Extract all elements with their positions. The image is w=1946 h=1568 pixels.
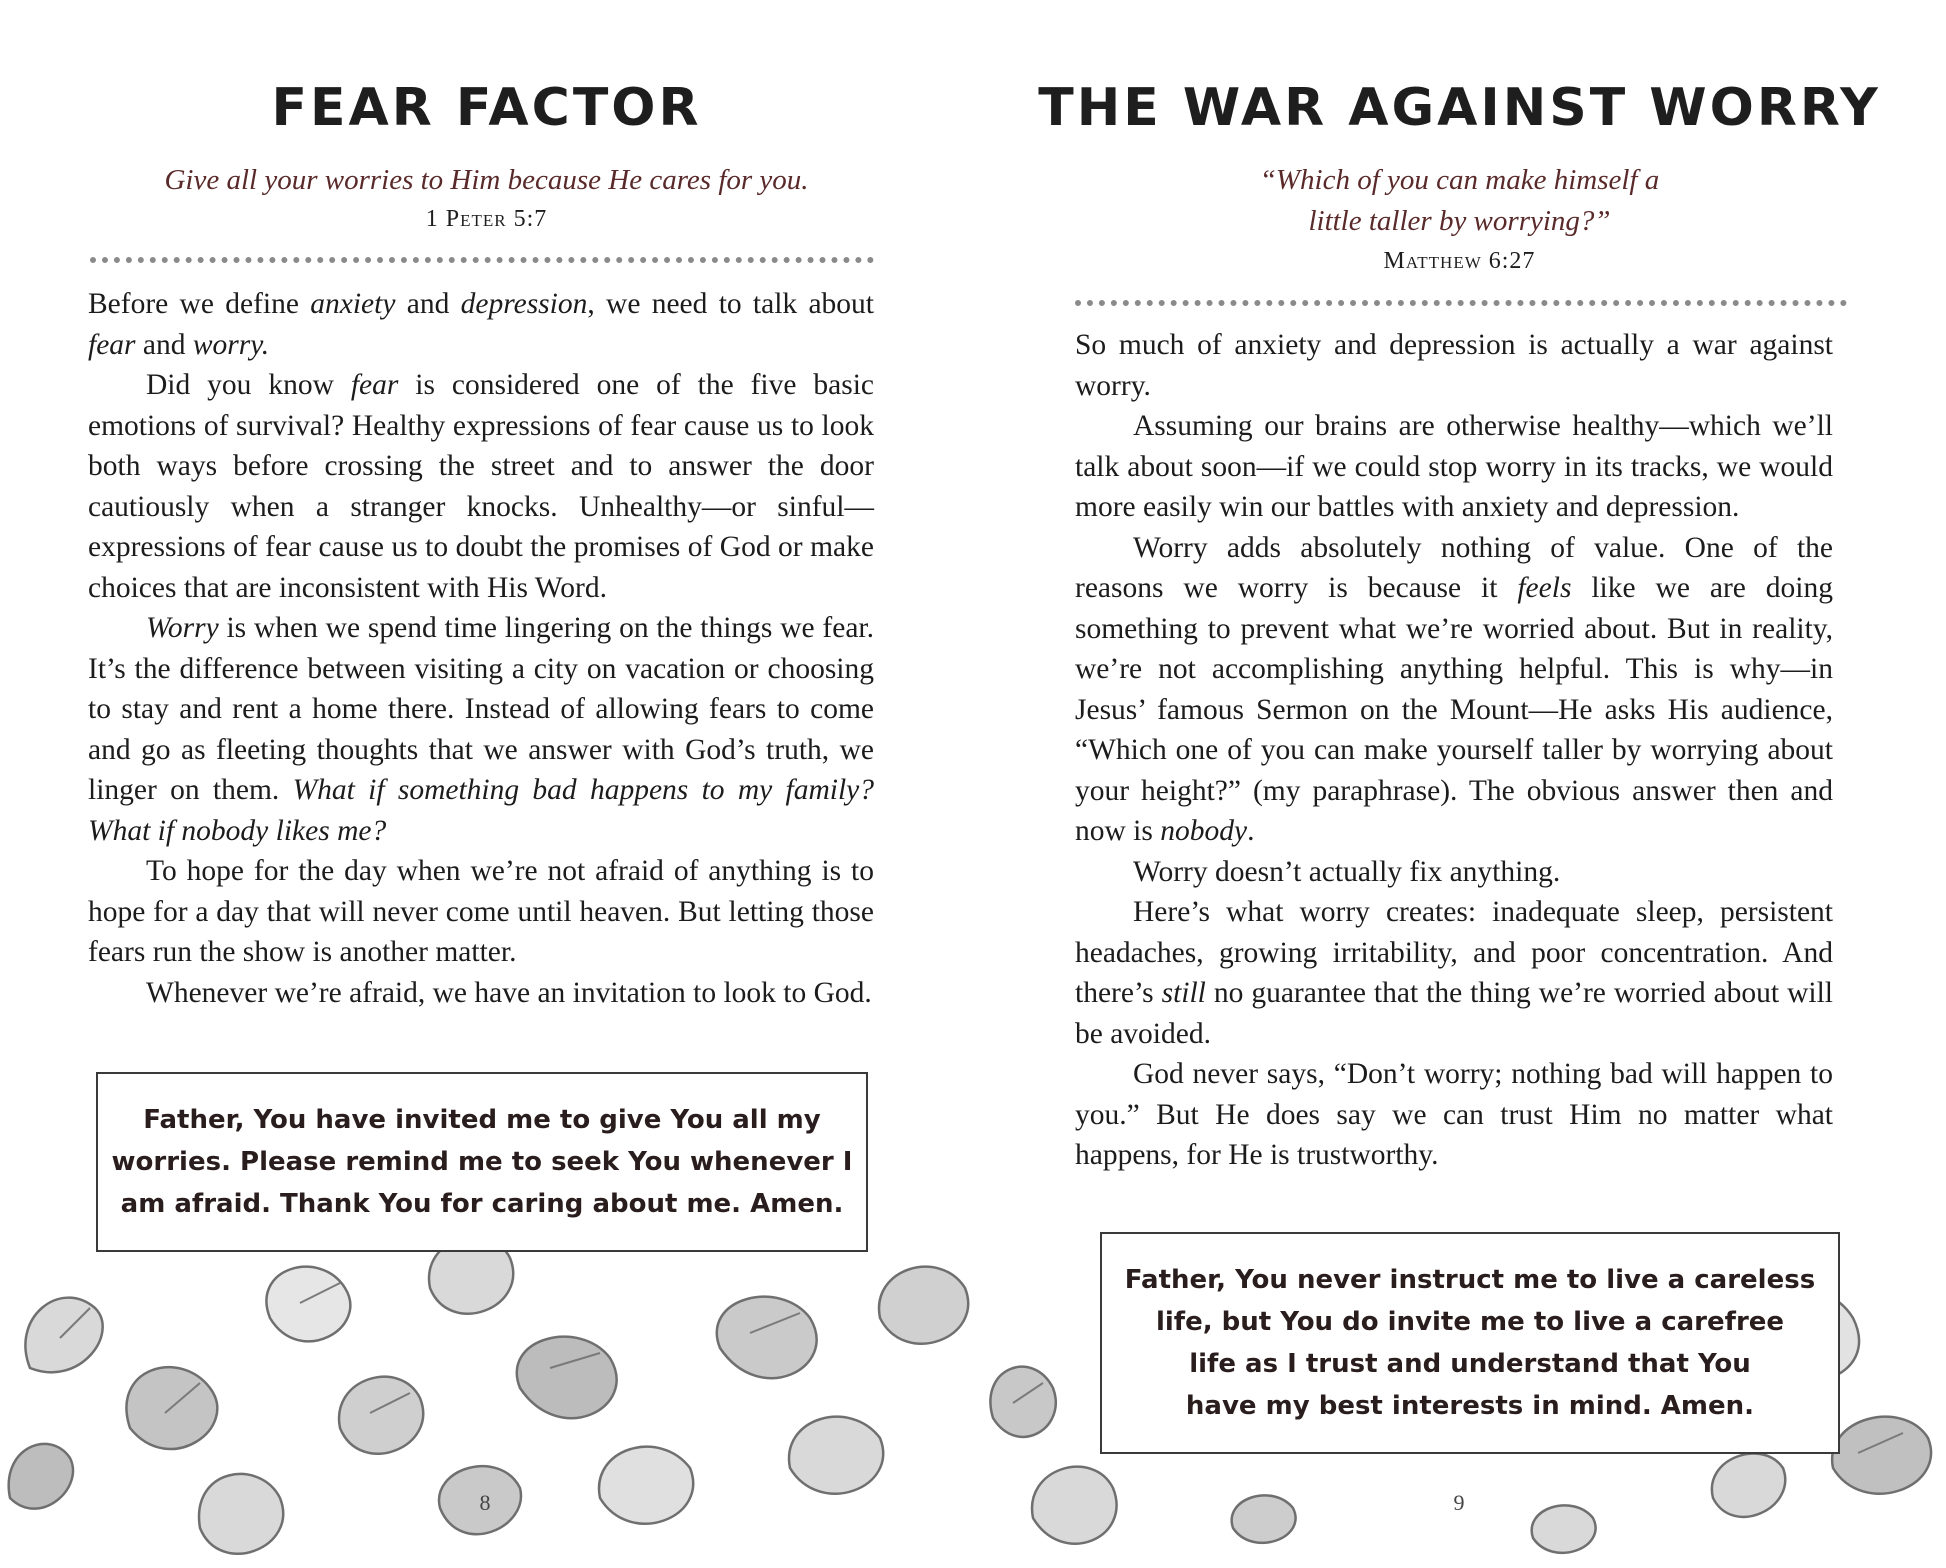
emphasis-text: fear (350, 369, 399, 401)
text-run: . (1247, 815, 1255, 847)
verse-line: “Which of you can make himself a (1259, 164, 1660, 196)
page-number: 9 (1453, 1490, 1465, 1515)
emphasis-text: Worry (146, 612, 219, 644)
body-paragraph (88, 973, 874, 1014)
body-paragraph (88, 851, 874, 973)
body-paragraph (1075, 325, 1833, 406)
body-text (1075, 325, 1833, 1176)
body-paragraph (88, 608, 874, 851)
text-run: Before we define (88, 288, 311, 320)
body-paragraph (1075, 852, 1833, 893)
text-run: Worry adds absolutely nothing of value. One of the reasons we worry is because it (1075, 531, 1833, 604)
prayer-line: life, but You do invite me to live a carefree (1155, 1307, 1785, 1337)
text-run: Assuming our brains are otherwise healthy—which we’ll talk about soon—if we could stop worry in its tracks, we would more easily win our battles with anxiety and depression. (1075, 410, 1833, 523)
emphasis-text: worry. (192, 328, 270, 361)
text-run: Worry doesn’t actually fix anything. (1133, 855, 1561, 888)
text-run: Here’s what worry creates: inadequate sleep, persistent headaches, growing irritability, and poor concentration. And there’s (1075, 896, 1833, 1009)
right-page (973, 0, 1946, 1568)
body-paragraph (1075, 406, 1833, 528)
emphasis-text: nobody (1160, 815, 1248, 847)
text-run: and (395, 288, 461, 320)
dotted-divider (90, 257, 874, 263)
scripture-verse: Give all your worries to Him because He cares for you. (164, 164, 809, 196)
prayer-line: Father, You have invited me to give You all my (143, 1105, 821, 1135)
emphasis-text: fear (88, 328, 136, 361)
prayer-line: worries. Please remind me to seek You whenever I (111, 1147, 853, 1177)
text-run: no guarantee that the thing we’re worried about will be avoided. (1075, 977, 1833, 1050)
text-run: To hope for the day when we’re not afraid of anything is to hope for a day that will never come until heaven. But letting those fears run the show is another matter. (88, 855, 874, 968)
page-number: 8 (479, 1490, 491, 1515)
emphasis-text: still (1161, 977, 1206, 1009)
prayer-line: Father, You never instruct me to live a careless (1124, 1265, 1816, 1295)
body-text (88, 284, 874, 1013)
body-paragraph (88, 365, 874, 608)
verse-line: little taller by worrying?” (1308, 205, 1611, 237)
prayer-box (96, 1072, 868, 1252)
text-run: like we are doing something to prevent what we’re worried about. But in reality, we’re not accomplishing anything helpful. This is why—in Jesus’ famous Sermon on the Mount—He asks His audience, “Which one of you can make yourself taller by worrying about your height?” (my paraphrase). The obvious answer then and now is (1075, 572, 1833, 847)
text-run: and (135, 328, 193, 361)
text-run: , we need to talk about (587, 288, 875, 320)
page-title: THE WAR AGAINST WORRY (1038, 78, 1881, 138)
prayer-line: am afraid. Thank You for caring about me. Amen. (120, 1189, 844, 1219)
prayer-text (1125, 1259, 1815, 1427)
emphasis-text: depression (460, 288, 588, 320)
prayer-box (1100, 1232, 1840, 1454)
scripture-verse (973, 160, 1946, 242)
body-paragraph (88, 284, 874, 365)
body-paragraph (1075, 528, 1833, 852)
prayer-line: life as I trust and understand that You (1189, 1349, 1751, 1379)
text-run: God never says, “Don’t worry; nothing bad will happen to you.” But He does say we can trust Him no matter what happens, for He is trustworthy. (1075, 1058, 1833, 1171)
text-run: is considered one of the five basic emotions of survival? Healthy expressions of fear cause us to look both ways before crossing the street and to answer the door cautiously when a stranger knocks. Unhealthy—or sinful—expressions of fear cause us to doubt the promises of God or make choices that are inconsistent with His Word. (88, 369, 875, 604)
text-run: So much of anxiety and depression is actually a war against worry. (1075, 329, 1833, 402)
prayer-text (112, 1099, 853, 1225)
text-run: Did you know (146, 369, 351, 401)
emphasis-text: What if something bad happens to my family? What if nobody likes me? (88, 774, 875, 847)
emphasis-text: anxiety (310, 288, 396, 320)
scripture-reference: Matthew 6:27 (1383, 248, 1536, 274)
scripture-reference: 1 Peter 5:7 (425, 206, 548, 232)
emphasis-text: feels (1517, 572, 1572, 604)
page-title: FEAR FACTOR (271, 78, 702, 138)
body-paragraph (1075, 892, 1833, 1054)
dotted-divider (1075, 300, 1847, 306)
prayer-line: have my best interests in mind. Amen. (1185, 1391, 1755, 1421)
text-run: Whenever we’re afraid, we have an invitation to look to God. (146, 976, 872, 1009)
body-paragraph (1075, 1054, 1833, 1176)
text-run: is when we spend time lingering on the things we fear. It’s the difference between visiting a city on vacation or choosing to stay and rent a home there. Instead of allowing fears to come and go as fleeting thoughts that we answer with God’s truth, we linger on them. (88, 612, 874, 806)
